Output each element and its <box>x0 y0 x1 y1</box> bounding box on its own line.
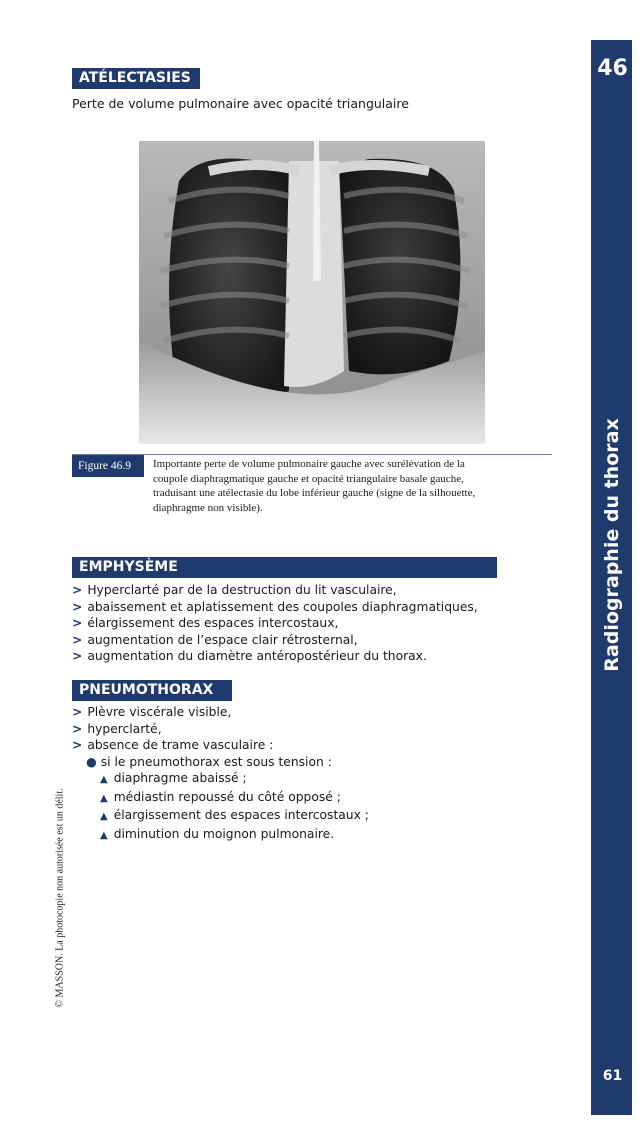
list-item-text: abaissement et aplatissement des coupoles diaphragmatiques, <box>87 599 478 614</box>
emphyseme-heading: EMPHYSÈME <box>72 557 497 578</box>
sub-sub-list-item <box>72 770 369 789</box>
chapter-number: 46 <box>597 56 628 81</box>
page-number: 61 <box>602 1068 623 1084</box>
list-item <box>72 582 478 599</box>
chevron-right-icon: > <box>72 738 83 752</box>
caption-line: traduisant une atélectasie du lobe inférieur gauche (signe de la silhouette, <box>153 487 476 499</box>
list-item <box>72 599 478 616</box>
sub-sub-list-item-text: médiastin repoussé du côté opposé ; <box>113 789 341 804</box>
list-item-text: absence de trame vasculaire : <box>87 738 274 752</box>
list-item-text: hyperclarté, <box>87 721 162 736</box>
sub-sub-list-item-text: diminution du moignon pulmonaire. <box>113 826 335 841</box>
pneumothorax-heading: PNEUMOTHORAX <box>72 680 232 701</box>
atelectasies-heading: ATÉLECTASIES <box>72 68 200 89</box>
list-item-text: Plèvre viscérale visible, <box>87 705 232 719</box>
pneumothorax-list <box>72 704 369 844</box>
chevron-right-icon: > <box>72 705 83 719</box>
list-item <box>72 648 478 665</box>
list-item <box>72 721 369 738</box>
dot-icon: ● <box>86 754 97 769</box>
list-item-text: augmentation de l’espace clair rétrosternal, <box>87 632 358 647</box>
chevron-right-icon: > <box>72 721 83 736</box>
sub-sub-list-item <box>72 807 369 826</box>
chest-xray-image <box>139 141 485 444</box>
triangle-up-icon: ▲ <box>100 811 108 822</box>
caption-line: coupole diaphragmatique gauche et opacité triangulaire basale gauche, <box>153 472 464 485</box>
figure-caption <box>153 457 531 515</box>
chapter-title: Radiographie du thorax <box>601 418 623 672</box>
list-item-text: élargissement des espaces intercostaux, <box>87 616 339 630</box>
triangle-up-icon: ▲ <box>100 774 108 785</box>
sub-sub-list-item <box>72 789 369 808</box>
list-item <box>72 737 369 754</box>
figure-label: Figure 46.9 <box>72 455 144 477</box>
list-item <box>72 632 478 649</box>
figure-rule <box>72 454 552 455</box>
list-item <box>72 615 478 632</box>
chest-xray-drawing <box>139 141 485 444</box>
caption-line: Importante perte de volume pulmonaire gauche avec surélévation de la <box>153 458 465 470</box>
caption-line: diaphragme non visible). <box>153 501 263 514</box>
list-item-text: augmentation du diamètre antéropostérieur du thorax. <box>87 649 427 663</box>
copyright-notice: © MASSON. La photocopie non autorisée est un délit. <box>54 788 66 1008</box>
chevron-right-icon: > <box>72 599 83 614</box>
chevron-right-icon: > <box>72 649 83 663</box>
sub-sub-list-item-text: élargissement des espaces intercostaux ; <box>113 808 369 822</box>
sub-sub-list-item <box>72 826 369 845</box>
emphyseme-list <box>72 582 478 665</box>
triangle-up-icon: ▲ <box>100 829 108 841</box>
triangle-up-icon: ▲ <box>100 792 108 804</box>
atelectasies-intro: Perte de volume pulmonaire avec opacité triangulaire <box>72 96 409 111</box>
chevron-right-icon: > <box>72 583 83 597</box>
list-item-text: Hyperclarté par de la destruction du lit vasculaire, <box>87 583 397 597</box>
chevron-right-icon: > <box>72 632 83 647</box>
chevron-right-icon: > <box>72 616 83 630</box>
list-item <box>72 704 369 721</box>
sub-sub-list-item-text: diaphragme abaissé ; <box>113 771 247 785</box>
sub-list-item <box>72 754 369 771</box>
sub-list-item-text: si le pneumothorax est sous tension : <box>100 754 332 769</box>
